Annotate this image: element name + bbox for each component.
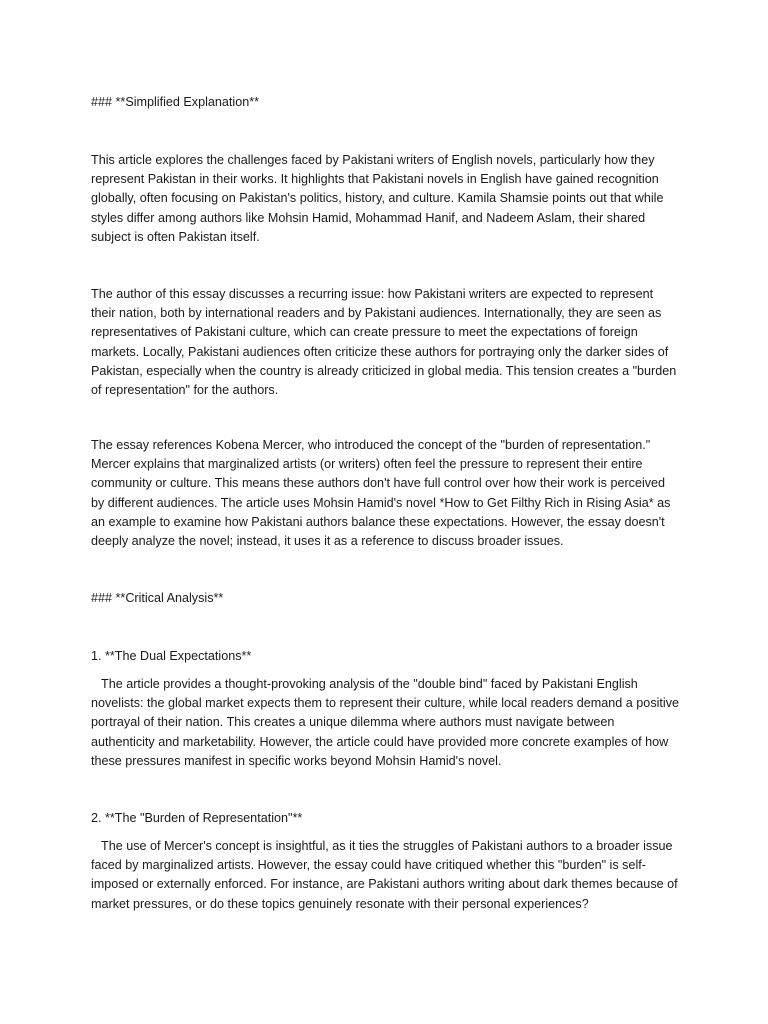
list-item-title-dual-expectations: 1. **The Dual Expectations** xyxy=(91,649,252,663)
paragraph-mercer-reference: The essay references Kobena Mercer, who introduced the concept of the "burden of representation." Mercer explains that marginalized artists (or writers) often feel the pressure to represent their entire community or culture. This means these authors don't have full control over how their work is perceived by different audiences. The article uses Mohsin Hamid's novel *How to Get Filthy Rich in Rising Asia* as an example to examine how Pakistani authors balance these expectations. However, the essay doesn't deeply analyze the novel; instead, it uses it as a reference to discuss broader issues. xyxy=(91,438,671,549)
paragraph-representation-issue: The author of this essay discusses a recurring issue: how Pakistani writers are expected to represent their nation, both by international readers and by Pakistani audiences. Internationally, they are seen as representatives of Pakistani culture, which can create pressure to meet the expectations of foreign markets. Locally, Pakistani audiences often criticize these authors for portraying only the darker sides of Pakistan, especially when the country is already criticized in global media. This tension creates a "burden of representation" for the authors. xyxy=(91,287,677,398)
list-item-body-dual-expectations: The article provides a thought-provoking analysis of the "double bind" faced by Pakistani English novelists: the global market expects them to represent their culture, while local readers demand a positive portrayal of their nation. This creates a unique dilemma where authors must navigate between authenticity and marketability. However, the article could have provided more concrete examples of how these pressures manifest in specific works beyond Mohsin Hamid's novel. xyxy=(91,677,680,768)
list-item-title-burden-of-representation: 2. **The "Burden of Representation"** xyxy=(91,811,303,825)
paragraph-overview: This article explores the challenges faced by Pakistani writers of English novels, particularly how they represent Pakistan in their works. It highlights that Pakistani novels in English have gained recognition globally, often focusing on Pakistan's politics, history, and culture. Kamila Shamsie points out that while styles differ among authors like Mohsin Hamid, Mohammad Hanif, and Nadeem Aslam, their shared subject is often Pakistan itself. xyxy=(91,153,664,244)
section-heading-critical-analysis: ### **Critical Analysis** xyxy=(91,591,224,605)
section-heading-simplified-explanation: ### **Simplified Explanation** xyxy=(91,95,260,109)
list-item-body-burden-of-representation: The use of Mercer's concept is insightful, as it ties the struggles of Pakistani authors to a broader issue faced by marginalized artists. However, the essay could have critiqued whether this "burden" is self-imposed or externally enforced. For instance, are Pakistani authors writing about dark themes because of market pressures, or do these topics genuinely resonate with their personal experiences? xyxy=(91,839,678,911)
